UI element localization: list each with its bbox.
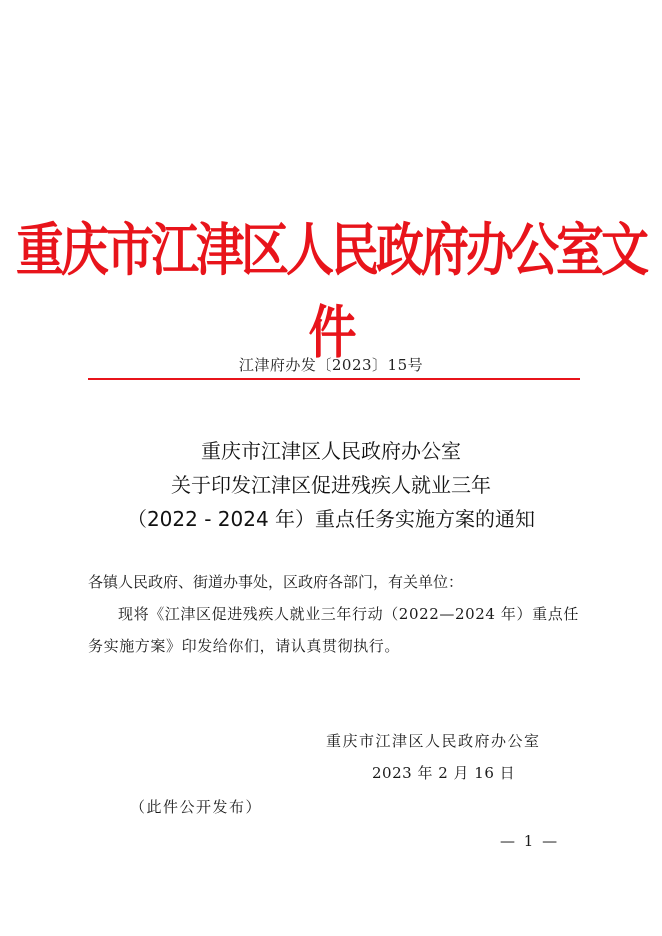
notice-title (0, 434, 662, 536)
notice-title-line-2: 关于印发江津区促进残疾人就业三年 (171, 473, 491, 497)
page-number: — 1 — (500, 832, 560, 850)
document-number: 江津府办发〔2023〕15号 (238, 356, 424, 374)
red-divider-line (88, 378, 580, 380)
salutation: 各镇人民政府、街道办事处，区政府各部门，有关单位： (88, 573, 464, 591)
issue-date: 2023 年 2 月 16 日 (372, 764, 516, 782)
publication-note: （此件公开发布） (130, 798, 263, 816)
issuer-signature: 重庆市江津区人民政府办公室 (326, 732, 541, 750)
body-paragraph: 现将《江津区促进残疾人就业三年行动（2022—2024 年）重点任务实施方案》印发给你们，请认真贯彻执行。 (88, 605, 579, 655)
notice-title-line-1: 重庆市江津区人民政府办公室 (201, 439, 461, 463)
notice-title-line-3: （2022 - 2024 年）重点任务实施方案的通知 (126, 507, 536, 531)
document-header-title: 重庆市江津区人民政府办公室文件 (15, 217, 646, 367)
